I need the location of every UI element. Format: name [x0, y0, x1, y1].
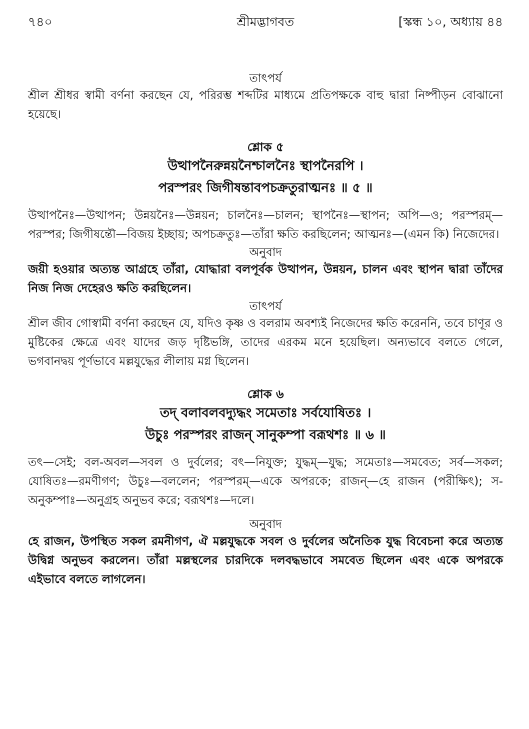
shloka-heading: শ্লোক ৫: [247, 140, 284, 154]
page-number: ৭৪০: [28, 14, 53, 29]
section-label: তাৎপর্য: [249, 299, 282, 313]
section-label: তাৎপর্য: [249, 71, 282, 85]
verse-line: উচুঃ পরস্পরং রাজন্ সানুকম্পা বরূথশঃ ॥ ৬ ॥: [145, 428, 386, 443]
verse-line: তদ্ বলাবলবদ্যুদ্ধং সমেতাঃ সর্বযোষিতঃ ।: [159, 406, 372, 421]
body-paragraph: শ্রীল শ্রীধর স্বামী বর্ণনা করছেন যে, পরিরম্ভ শব্দটির মাধ্যমে প্রতিপক্ষকে বাহু দ্বারা নিষ্পীড়ন বোঝানো হয়েছে।: [28, 88, 503, 121]
verse-line: উত্থাপনৈরুন্নয়নৈশ্চালনৈঃ স্থাপনৈরপি ।: [167, 159, 364, 174]
body-paragraph: তৎ—সেই; বল-অবল—সবল ও দুর্বলের; বৎ—নিযুক্ত; যুদ্ধম্—যুদ্ধ; সমেতাঃ—সমবেত; সর্ব—সকল; যোষিতঃ—রমণীগণ; উচুঃ—বললেন; পরস্পরম্—একে অপরকে; রাজন্—হে রাজন (পরীক্ষিৎ); স-অনুকম্পাঃ—অনুগ্রহ অনুভব করে; বরূথশঃ—দলে।: [28, 455, 503, 507]
translation-paragraph: জয়ী হওয়ার অত্যন্ত আগ্রহে তাঁরা, যোদ্ধারা বলপূর্বক উত্থাপন, উন্নয়ন, চালন এবং স্থাপন দ্বারা তাঁদের নিজ নিজ দেহেরও ক্ষতি করছিলেন।: [28, 262, 503, 295]
spacer: [28, 124, 503, 138]
body-paragraph: উত্থাপনৈঃ—উত্থাপন; উন্নয়নৈঃ—উন্নয়ন; চালনৈঃ—চালন; স্থাপনৈঃ—স্থাপন; অপি—ও; পরস্পরম্—পরস্পর; জিগীষন্তৌ—বিজয় ইচ্ছায়; অপচক্রতুঃ—তাঁরা ক্ষতি করছিলেন; আত্মনঃ—(এমন কি) নিজেদের।: [28, 208, 503, 241]
section-label: অনুবাদ: [249, 245, 282, 259]
section-reference: [স্কন্ধ ১০, অধ্যায় ৪৪: [398, 14, 503, 29]
shloka-heading: শ্লোক ৬: [247, 387, 284, 401]
translation-paragraph: হে রাজন, উপস্থিত সকল রমনীগণ, ঐ মল্লযুদ্ধকে সবল ও দুর্বলের অনৈতিক যুদ্ধ বিবেচনা করে অত্যন্ত উদ্বিগ্ন অনুভব করলেন। তাঁরা মল্লস্থলের চারদিকে দলবদ্ধভাবে সমবেত ছিলেন এবং একে অপরকে এইভাবে বলতে লাগলেন।: [28, 534, 503, 586]
body-paragraph: শ্রীল জীব গোস্বামী বর্ণনা করছেন যে, যদিও কৃষ্ণ ও বলরাম অবশ্যই নিজেদের ক্ষতি করেননি, তবে চাণূর ও মুষ্টিকের ক্ষেত্রে এবং যাদের জড় দৃষ্টিভঙ্গি, তাদের এরকম মনে হয়েছিল। অন্যভাবে বলতে গেলে, ভগবানদ্বয় পূর্ণভাবে মল্লযুদ্ধের লীলায় মগ্ন ছিলেন।: [28, 316, 503, 368]
section-label: অনুবাদ: [249, 517, 282, 531]
page-content: [28, 70, 503, 589]
book-title: শ্রীমদ্ভাগবত: [236, 14, 295, 29]
spacer: [28, 371, 503, 385]
page-header: [28, 14, 503, 32]
verse-line: পরস্পরং জিগীষন্তাবপচক্রতুরাত্মনঃ ॥ ৫ ॥: [158, 181, 373, 196]
